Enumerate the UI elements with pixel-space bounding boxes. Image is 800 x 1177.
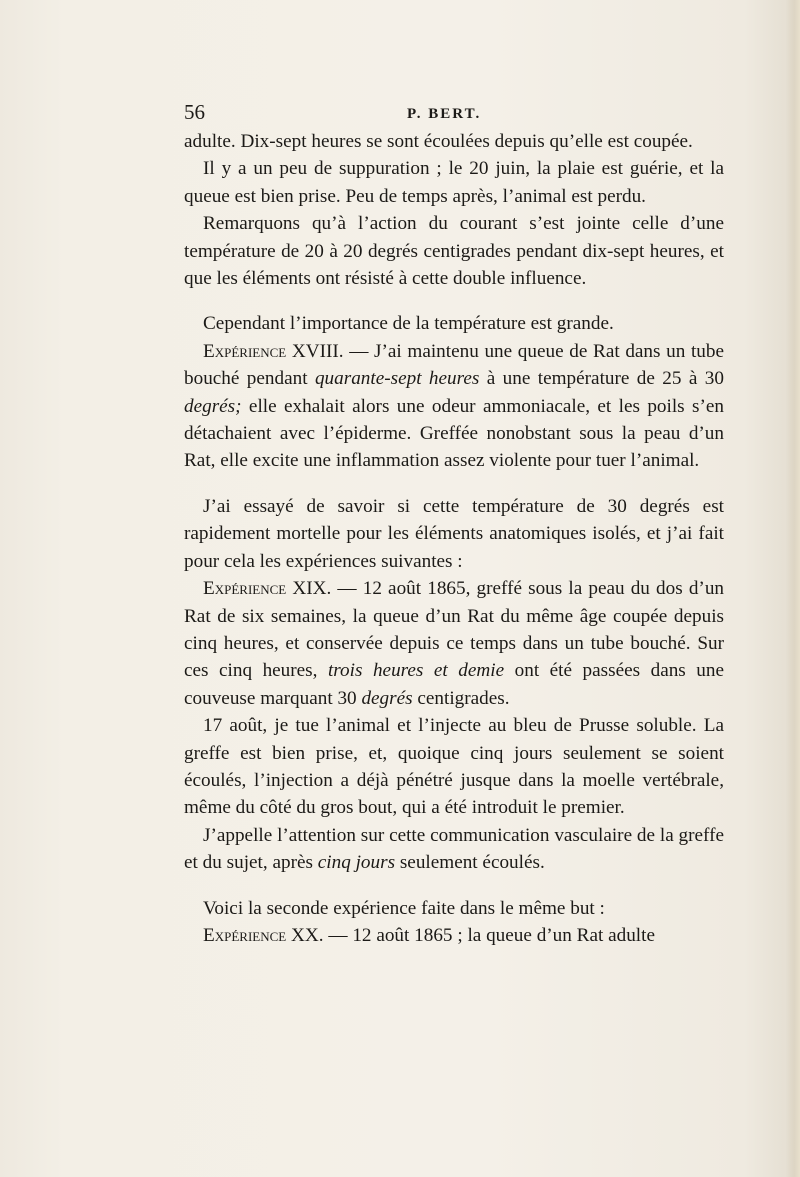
paragraph-text: J’appelle l’attention sur cette communication vasculaire de la greffe et du sujet, après <box>184 824 724 874</box>
experience-label: Expérience <box>203 340 287 362</box>
experience-number: XVIII. <box>291 340 344 362</box>
paragraph-experience-18 <box>184 338 724 475</box>
paragraph-experience-19 <box>184 575 724 712</box>
experience-label: Expérience <box>203 924 287 946</box>
experience-text: — 12 août 1865, greffé sous la peau du dos d’un Rat de six semaines, la queue d’un Rat du même âge coupée depuis cinq heures, et conservée depuis ce temps dans un tube bouché. Sur ces cinq heures, <box>184 578 725 682</box>
paragraph-3: Remarquons qu’à l’action du courant s’est jointe celle d’une température de 20 à 20 degrés centigrades pendant dix-sept heures, et que les éléments ont résisté à cette double influence. <box>184 213 724 290</box>
paragraph-1: adulte. Dix-sept heures se sont écoulées depuis qu’elle est coupée. <box>184 131 693 152</box>
page-edge-shadow <box>786 0 800 1177</box>
paragraph-4: Cependant l’importance de la température est grande. <box>203 313 614 335</box>
experience-text: — 12 août 1865 ; la queue d’un Rat adulte <box>323 924 655 946</box>
emphasis-text: trois heures et demie <box>327 660 505 682</box>
experience-text: — J’ai maintenu une queue de Rat dans un tube bouché pendant <box>184 340 724 390</box>
experience-text: centigrades. <box>412 687 510 709</box>
experience-label: Expérience <box>203 578 287 600</box>
running-head <box>184 97 724 127</box>
experience-text: elle exhalait alors une odeur ammoniacale, et les poils s’en détachaient avec l’épiderme. Greffée nonobstant sous la peau d’un Rat, elle excite une inflammation assez violente pour tuer l’animal. <box>184 395 724 472</box>
running-title: P. BERT. <box>407 106 482 122</box>
paragraph-8: 17 août, je tue l’animal et l’injecte au bleu de Prusse soluble. La greffe est bien prise, et, quoique cinq jours seulement se soient écoulés, l’injection a déjà pénétré jusque dans la moelle vertébrale, même du côté du gros bout, qui a été introduit le premier. <box>184 715 724 819</box>
emphasis-text: cinq jours <box>317 852 396 874</box>
paragraph-2: Il y a un peu de suppuration ; le 20 juin, la plaie est guérie, et la queue est bien prise. Peu de temps après, l’animal est perdu. <box>184 158 724 207</box>
experience-text: ont été passées dans une couveuse marquant 30 <box>184 660 724 709</box>
paragraph-9 <box>184 822 724 877</box>
emphasis-text: degrés; <box>184 395 242 417</box>
paragraph-6: J’ai essayé de savoir si cette température de 30 degrés est rapidement mortelle pour les éléments anatomiques isolés, et j’ai fait pour cela les expériences suivantes : <box>184 495 724 572</box>
paragraph-10: Voici la seconde expérience faite dans le même but : <box>203 897 605 919</box>
experience-number: XX. <box>291 924 324 946</box>
paragraph-experience-20 <box>184 922 724 949</box>
emphasis-text: degrés <box>361 687 413 709</box>
emphasis-text: quarante-sept heures <box>314 368 480 390</box>
page-number: 56 <box>184 100 205 124</box>
body-text <box>184 128 724 949</box>
experience-number: XIX. <box>292 578 332 600</box>
paragraph-text: seulement écoulés. <box>395 852 545 874</box>
experience-text: à une température de 25 à 30 <box>479 368 724 390</box>
